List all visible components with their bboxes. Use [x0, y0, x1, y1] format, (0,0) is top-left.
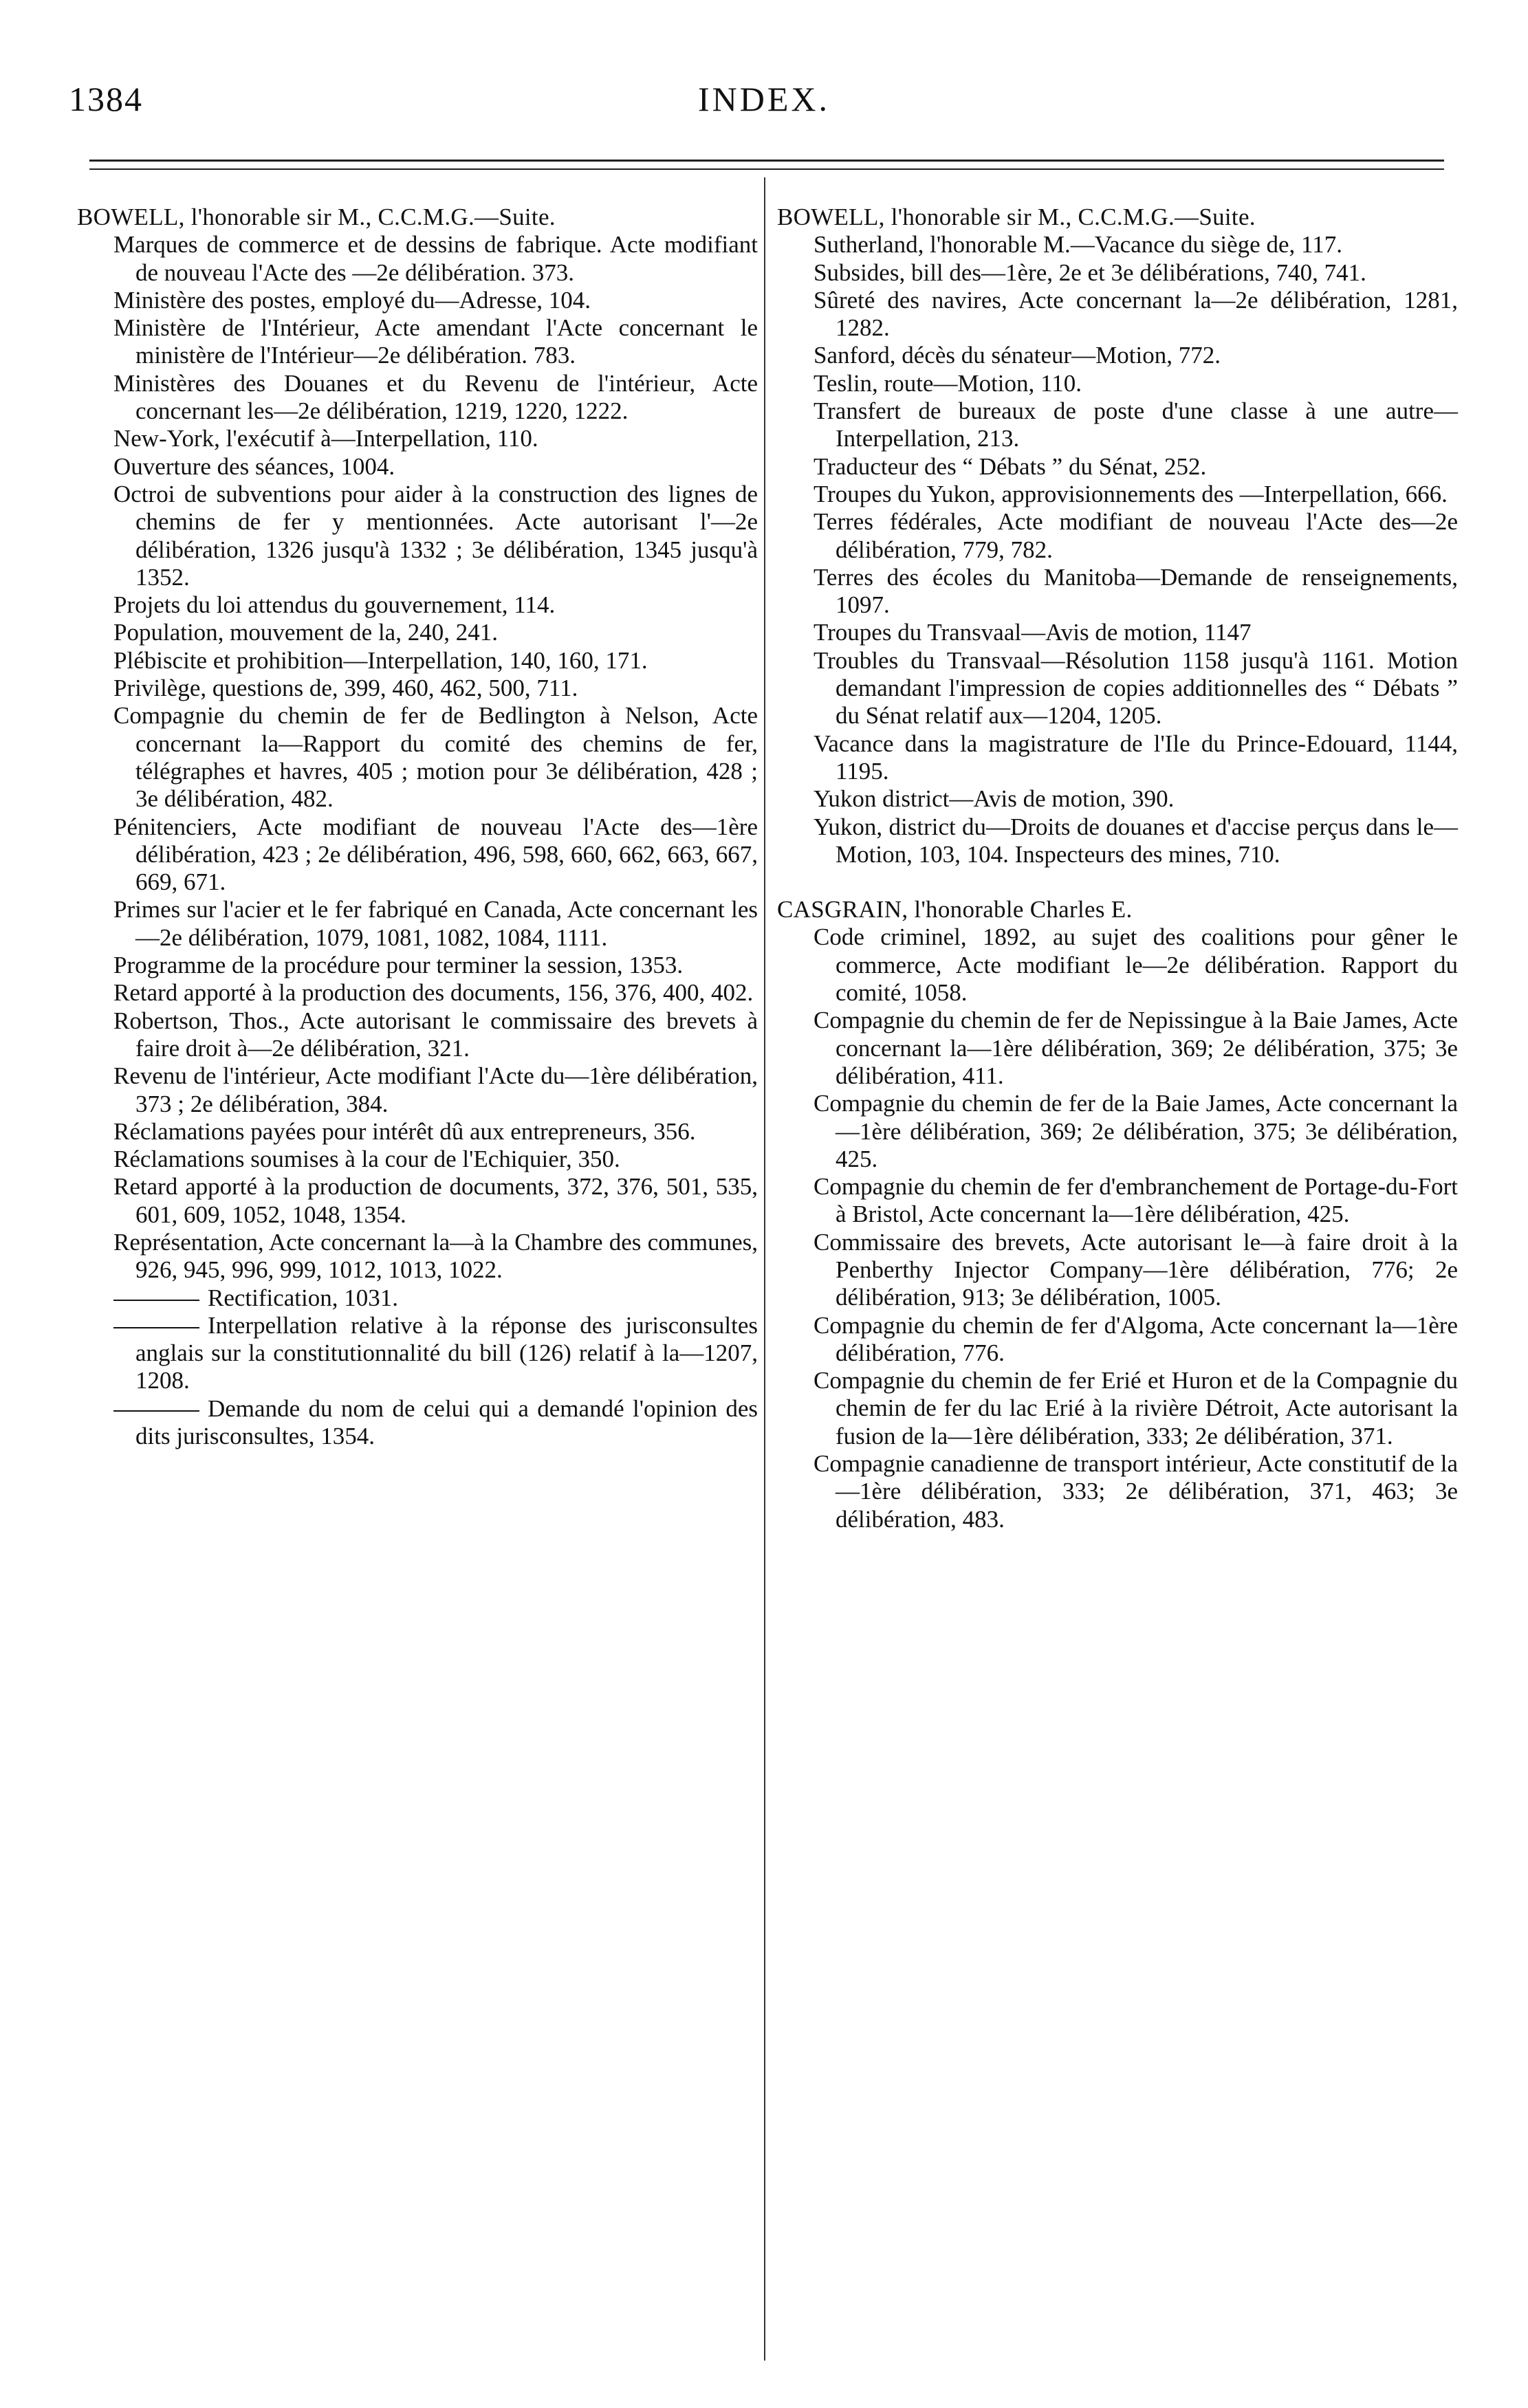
index-entry: Revenu de l'intérieur, Acte modifiant l'Acte du—1ère délibération, 373 ; 2e délibération, 384.	[113, 1062, 758, 1117]
index-entry: Population, mouvement de la, 240, 241.	[113, 619, 498, 646]
header-rule-double	[89, 168, 1444, 170]
index-entry: Programme de la procédure pour terminer la session, 1353.	[113, 952, 684, 979]
index-entry: Sutherland, l'honorable M.—Vacance du siège de, 117.	[814, 231, 1342, 259]
index-entry: Compagnie du chemin de fer d'Algoma, Acte concernant la—1ère délibération, 776.	[814, 1311, 1458, 1366]
index-sub-entry	[77, 1312, 758, 1395]
index-sub-entry	[77, 1284, 758, 1312]
index-entry: Ministères des Douanes et du Revenu de l'intérieur, Acte concernant les—2e délibération, 1219, 1220, 1222.	[113, 369, 758, 425]
index-entry: Ouverture des séances, 1004.	[113, 452, 395, 480]
repeat-dash	[113, 1327, 199, 1328]
index-entry: Retard apporté à la production des documents, 156, 376, 400, 402.	[113, 979, 754, 1007]
index-heading: BOWELL, l'honorable sir M., C.C.M.G.—Suite.	[777, 204, 1256, 230]
index-entry: Octroi de subventions pour aider à la construction des lignes de chemins de fer y mentionnées. Acte autorisant l'—2e délibération, 1326 jusqu'à 1332 ; 3e délibération, 1345 jusqu'à 1352.	[113, 480, 758, 591]
index-heading: CASGRAIN, l'honorable Charles E.	[777, 896, 1133, 923]
index-entry: Troupes du Yukon, approvisionnements des —Interpellation, 666.	[814, 480, 1448, 507]
index-entry: Vacance dans la magistrature de l'Ile du Prince-Edouard, 1144, 1195.	[814, 730, 1458, 785]
column-divider	[764, 177, 765, 2361]
index-entry: Compagnie du chemin de fer d'embranchement de Portage-du-Fort à Bristol, Acte concernant la—1ère délibération, 425.	[814, 1173, 1458, 1228]
index-entry: Commissaire des brevets, Acte autorisant le—à faire droit à la Penberthy Injector Company—1ère délibération, 776; 2e délibération, 913; 3e délibération, 1005.	[814, 1228, 1458, 1311]
index-entry: Sûreté des navires, Acte concernant la—2e délibération, 1281, 1282.	[814, 286, 1458, 342]
index-entry: Plébiscite et prohibition—Interpellation, 140, 160, 171.	[113, 646, 648, 674]
repeat-dash	[113, 1410, 199, 1412]
index-entry: Ministère des postes, employé du—Adresse, 104.	[113, 286, 591, 314]
index-entry: Teslin, route—Motion, 110.	[814, 369, 1082, 397]
index-entry: Pénitenciers, Acte modifiant de nouveau l'Acte des—1ère délibération, 423 ; 2e délibération, 496, 598, 660, 662, 663, 667, 669, 671.	[113, 813, 758, 896]
index-entry: Compagnie du chemin de fer de Nepissingue à la Baie James, Acte concernant la—1ère délibération, 369; 2e délibération, 375; 3e délibération, 411.	[814, 1007, 1458, 1089]
index-entry: Projets du loi attendus du gouvernement, 114.	[113, 591, 556, 619]
left-column	[77, 204, 758, 1450]
index-entry: Privilège, questions de, 399, 460, 462, 500, 711.	[113, 675, 578, 702]
index-entry: Réclamations soumises à la cour de l'Echiquier, 350.	[113, 1146, 620, 1173]
index-heading: BOWELL, l'honorable sir M., C.C.M.G.—Suite.	[77, 204, 556, 230]
index-entry: Représentation, Acte concernant la—à la Chambre des communes, 926, 945, 996, 999, 1012, 1013, 1022.	[113, 1228, 758, 1284]
index-entry: Robertson, Thos., Acte autorisant le commissaire des brevets à faire droit à—2e délibération, 321.	[113, 1007, 758, 1062]
index-entry: Traducteur des “ Débats ” du Sénat, 252.	[814, 452, 1207, 480]
sub-entry-text: Interpellation relative à la réponse des jurisconsultes anglais sur la constitutionnalité du bill (126) relatif à la—1207, 1208.	[135, 1311, 758, 1394]
index-entry: Terres des écoles du Manitoba—Demande de renseignements, 1097.	[814, 563, 1458, 619]
index-entry: Subsides, bill des—1ère, 2e et 3e délibérations, 740, 741.	[814, 259, 1366, 286]
index-entry: Primes sur l'acier et le fer fabriqué en Canada, Acte concernant les—2e délibération, 1079, 1081, 1082, 1084, 1111.	[113, 896, 758, 951]
index-entry: Code criminel, 1892, au sujet des coalitions pour gêner le commerce, Acte modifiant le—2e délibération. Rapport du comité, 1058.	[814, 923, 1458, 1007]
index-sub-entry	[77, 1395, 758, 1451]
index-entry: Yukon district—Avis de motion, 390.	[814, 785, 1175, 813]
running-title: INDEX.	[697, 80, 831, 118]
index-entry: Sanford, décès du sénateur—Motion, 772.	[814, 342, 1221, 369]
index-entry: Retard apporté à la production de documents, 372, 376, 501, 535, 601, 609, 1052, 1048, 1354.	[113, 1173, 758, 1228]
index-entry: New-York, l'exécutif à—Interpellation, 110.	[113, 425, 538, 452]
index-entry: Compagnie du chemin de fer de Bedlington à Nelson, Acte concernant la—Rapport du comité des chemins de fer, télégraphes et havres, 405 ; motion pour 3e délibération, 428 ; 3e délibération, 482.	[113, 702, 758, 813]
index-entry: Troupes du Transvaal—Avis de motion, 1147	[814, 619, 1252, 646]
sub-entry-text: Rectification, 1031.	[208, 1284, 399, 1311]
index-entry: Troubles du Transvaal—Résolution 1158 jusqu'à 1161. Motion demandant l'impression de copies additionnelles des “ Débats ” du Sénat relatif aux—1204, 1205.	[814, 646, 1458, 730]
page-number: 1384	[69, 80, 143, 118]
index-entry: Compagnie du chemin de fer de la Baie James, Acte concernant la—1ère délibération, 369; 2e délibération, 375; 3e délibération, 425.	[814, 1090, 1458, 1172]
index-entry: Transfert de bureaux de poste d'une classe à une autre—Interpellation, 213.	[814, 397, 1458, 452]
index-entry: Compagnie canadienne de transport intérieur, Acte constitutif de la—1ère délibération, 333; 2e délibération, 371, 463; 3e délibération, 483.	[814, 1450, 1458, 1533]
right-column	[777, 204, 1458, 1533]
index-entry: Compagnie du chemin de fer Erié et Huron et de la Compagnie du chemin de fer du lac Erié à la rivière Détroit, Acte autorisant la fusion de la—1ère délibération, 333; 2e délibération, 371.	[814, 1367, 1458, 1449]
repeat-dash	[113, 1300, 199, 1301]
index-entry: Marques de commerce et de dessins de fabrique. Acte modifiant de nouveau l'Acte des —2e délibération. 373.	[113, 231, 758, 286]
index-entry: Réclamations payées pour intérêt dû aux entrepreneurs, 356.	[113, 1117, 696, 1145]
sub-entry-text: Demande du nom de celui qui a demandé l'opinion des dits jurisconsultes, 1354.	[135, 1394, 758, 1450]
index-entry: Ministère de l'Intérieur, Acte amendant l'Acte concernant le ministère de l'Intérieur—2e délibération. 783.	[113, 314, 758, 369]
index-entry: Yukon, district du—Droits de douanes et d'accise perçus dans le—Motion, 103, 104. Inspecteurs des mines, 710.	[814, 813, 1458, 868]
header-rule	[89, 160, 1444, 162]
index-entry: Terres fédérales, Acte modifiant de nouveau l'Acte des—2e délibération, 779, 782.	[814, 508, 1458, 563]
